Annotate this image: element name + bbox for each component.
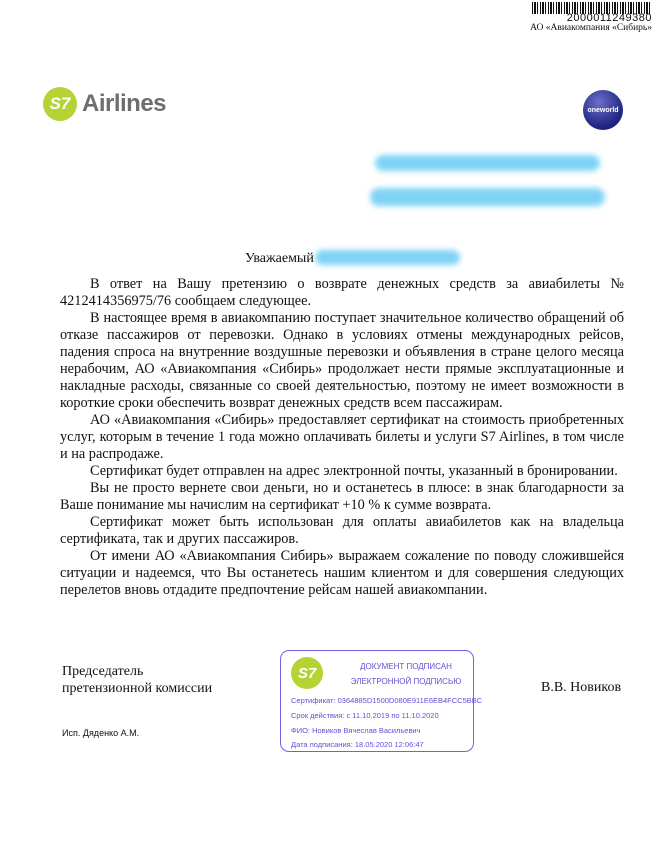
paragraph: В ответ на Вашу претензию о возврате денежных средств за авиабилеты № 4212414356975/76 сообщаем следующее. (60, 276, 624, 309)
company-name: АО «Авиакомпания «Сибирь» (530, 23, 652, 33)
redacted-address-2 (370, 188, 605, 206)
s7-logo-icon: S7 (43, 87, 77, 121)
paragraph: От имени АО «Авиакомпания Сибирь» выражаем сожаление по поводу сложившейся ситуации и надеемся, что Вы останетесь нашим клиентом и для совершения следующих перелетов вновь отдадите предпочтение рейсам нашей авиакомпании. (60, 548, 624, 598)
letter-body (60, 276, 624, 599)
s7-airlines-logo (43, 87, 166, 121)
stamp-validity: Срок действия: с 11.10.2019 по 11.10.2020 (291, 711, 439, 720)
stamp-sign-date: Дата подписания: 18.05.2020 12:06:47 (291, 740, 424, 749)
redacted-address-1 (375, 155, 600, 171)
s7-logo-icon: S7 (291, 657, 323, 689)
title-line: Председатель (62, 664, 144, 679)
executor: Исп. Дяденко А.М. (62, 728, 140, 738)
stamp-heading: ДОКУМЕНТ ПОДПИСАН (360, 662, 452, 671)
paragraph: В настоящее время в авиакомпанию поступает значительное количество обращений об отказе пассажиров от перевозки. Однако в условиях отмены международных рейсов, падения спроса на внутренние воздушные перевозки и объявления в стране целого месяца нерабочим, АО «Авиакомпания «Сибирь» продолжает нести прямые эксплуатационные и накладные расходы, связанные со своей деятельностью, поэтому не имеет возможности в короткие сроки обеспечить возврат денежных средств всем пассажирам. (60, 310, 624, 411)
paragraph: Вы не просто вернете свои деньги, но и останетесь в плюсе: в знак благодарности за Ваше понимание мы начислим на сертификат +10 % к сумме возврата. (60, 480, 624, 513)
stamp-certificate: Сертификат: 0364885D1500D080E911E6EB4FCC5BBC (291, 696, 483, 705)
paragraph: АО «Авиакомпания «Сибирь» предоставляет сертификат на стоимость приобретенных услуг, которым в течение 1 года можно оплачивать билеты и услуги S7 Airlines, в том числе и на распродаже. (60, 412, 624, 462)
electronic-signature-stamp (280, 650, 483, 752)
stamp-fio: ФИО: Новиков Вячеслав Васильевич (291, 726, 421, 735)
signatory-name: В.В. Новиков (541, 680, 622, 695)
signatory-title (62, 663, 212, 697)
greeting: Уважаемый (245, 251, 314, 266)
paragraph: Сертификат будет отправлен на адрес электронной почты, указанный в бронировании. (90, 463, 618, 479)
stamp-heading: ЭЛЕКТРОННОЙ ПОДПИСЬЮ (350, 677, 462, 686)
logo-text: Airlines (82, 90, 167, 117)
title-line: претензионной комиссии (62, 681, 213, 696)
barcode-number: 2000011249380 (566, 12, 652, 24)
redacted-name (315, 250, 460, 265)
paragraph: Сертификат может быть использован для оплаты авиабилетов как на владельца сертификата, так и других пассажиров. (60, 514, 624, 547)
oneworld-logo: oneworld (583, 90, 623, 130)
